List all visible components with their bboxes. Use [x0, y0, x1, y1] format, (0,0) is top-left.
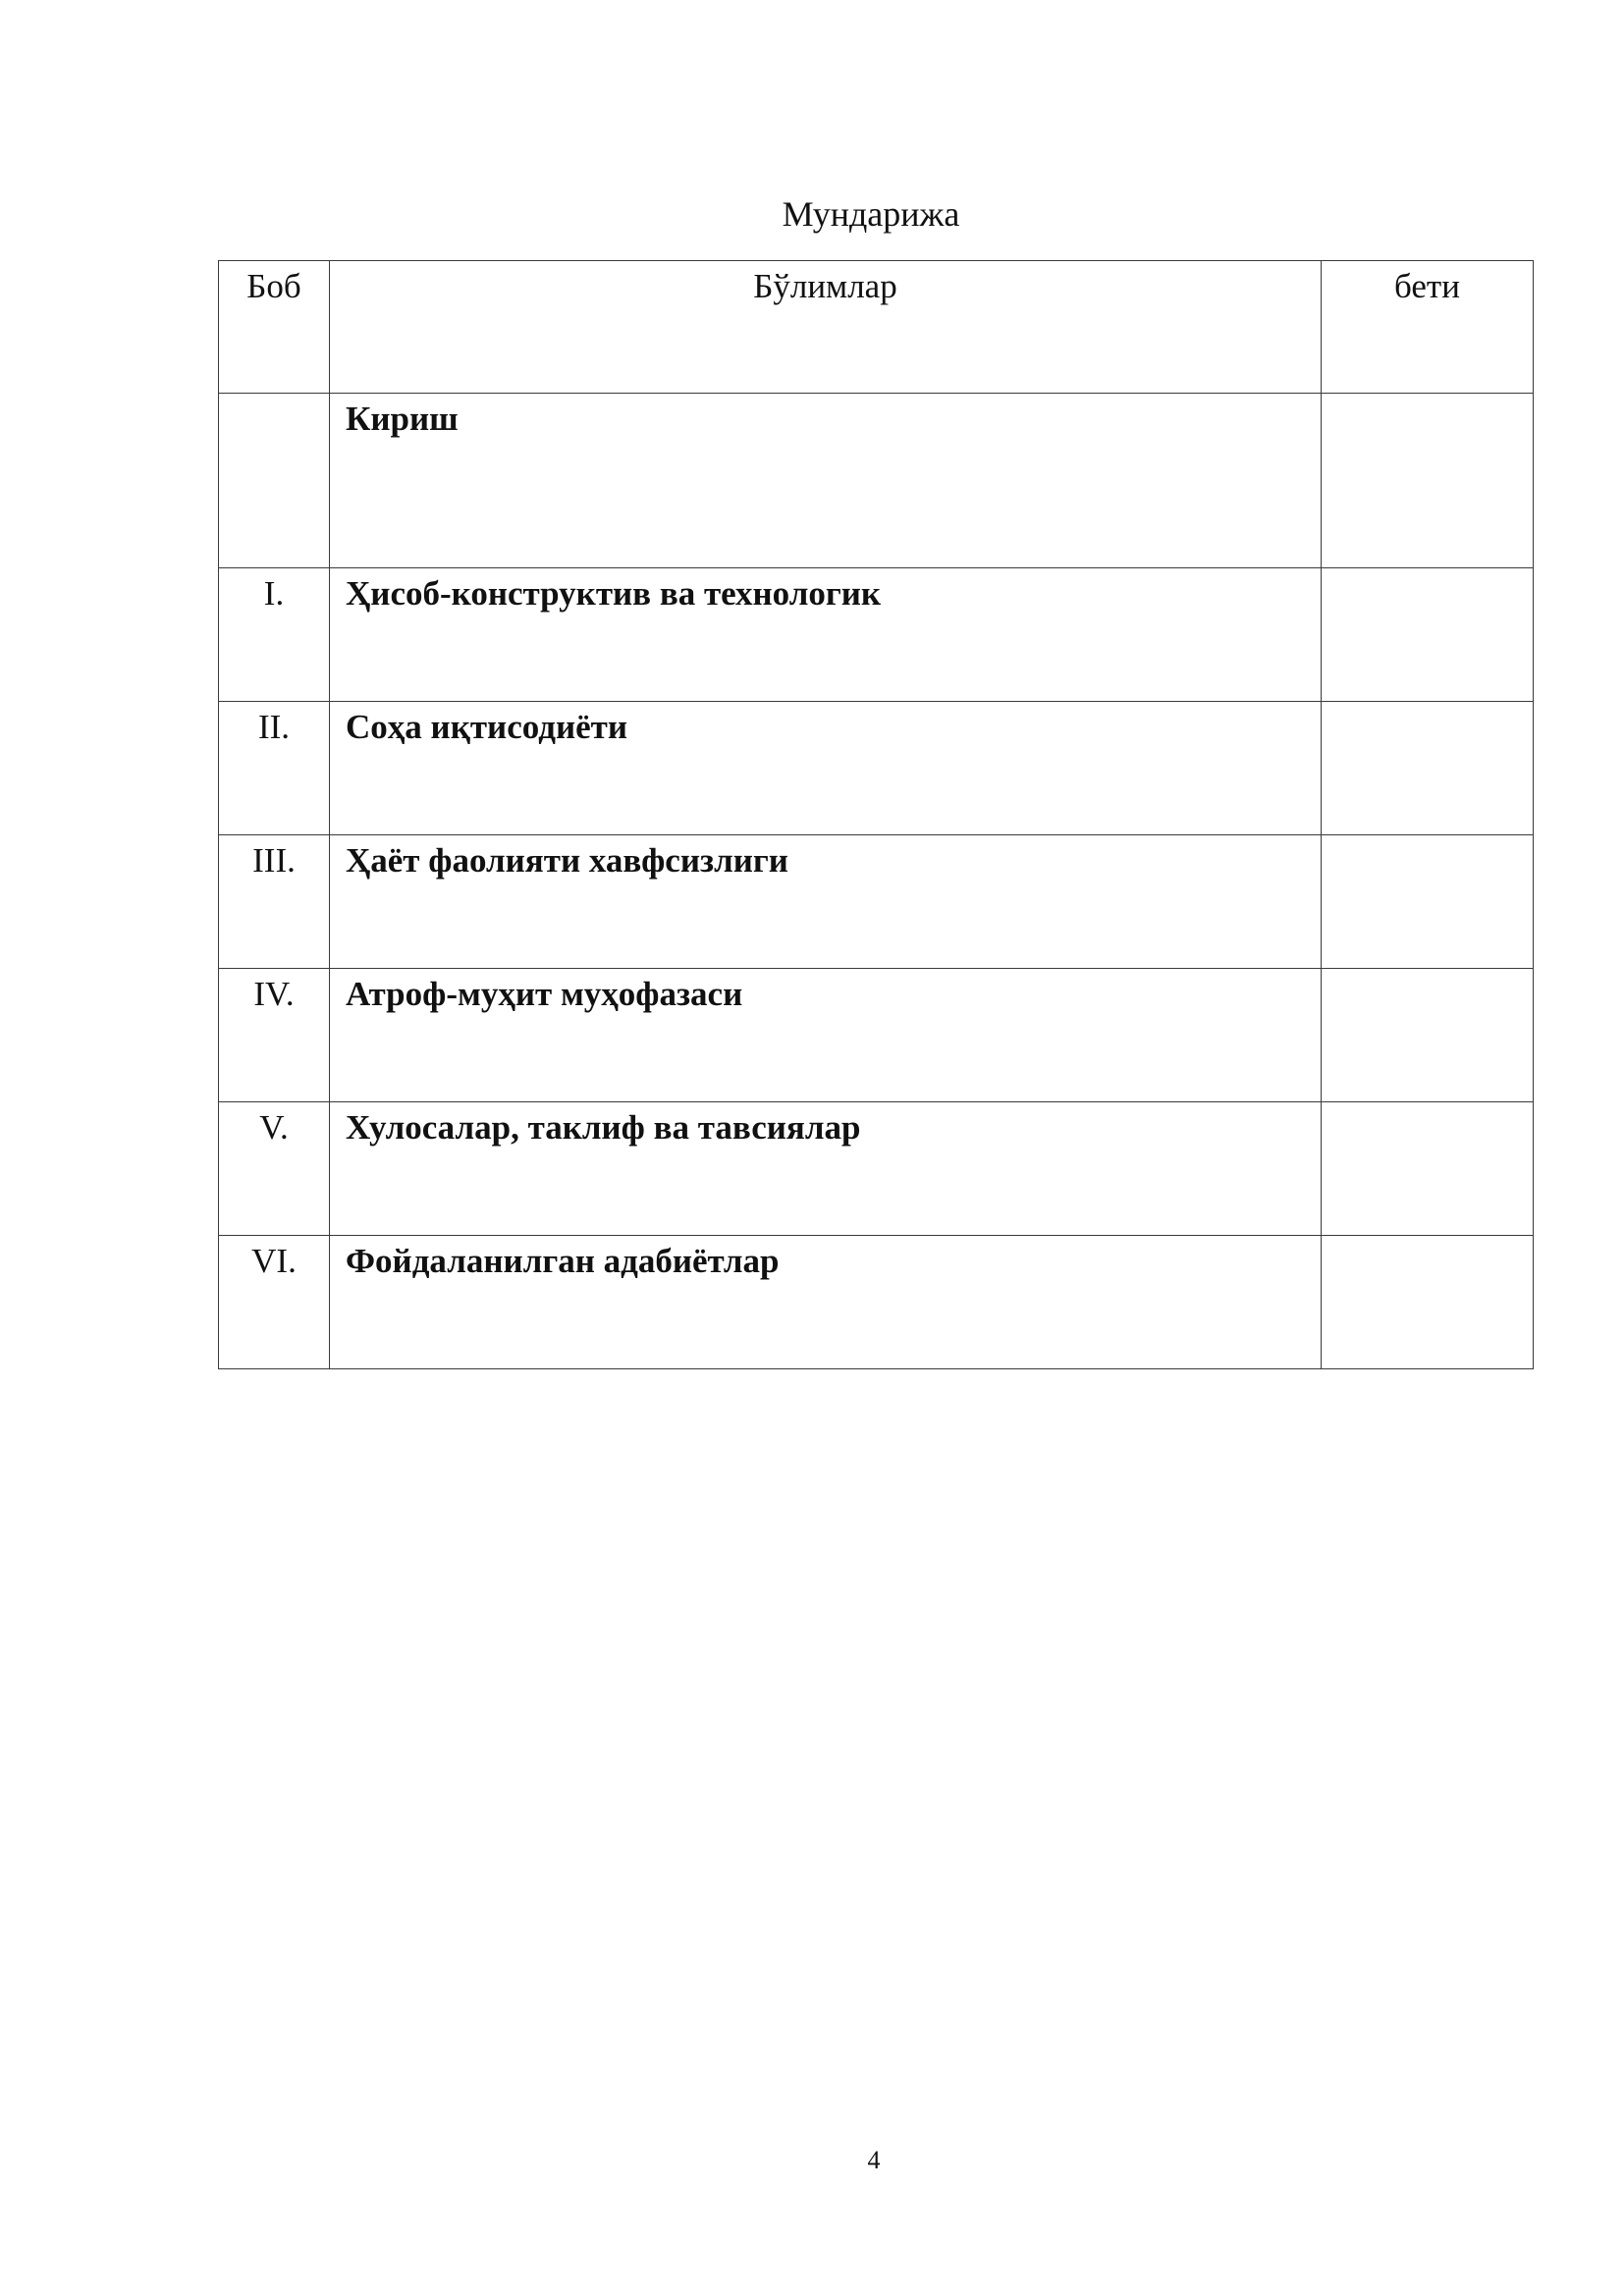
table-row	[219, 969, 1534, 1102]
row-title: Кириш	[330, 394, 1322, 568]
row-title: Хулосалар, таклиф ва тавсиялар	[330, 1102, 1322, 1236]
row-page	[1322, 1102, 1534, 1236]
table-row	[219, 1102, 1534, 1236]
header-sections: Бўлимлар	[330, 261, 1322, 394]
row-page	[1322, 568, 1534, 702]
table-row	[219, 1236, 1534, 1369]
row-page	[1322, 969, 1534, 1102]
table-header-row	[219, 261, 1534, 394]
row-number: III.	[219, 835, 330, 969]
row-title: Фойдаланилган адабиётлар	[330, 1236, 1322, 1369]
page-number: 4	[867, 2146, 881, 2174]
row-title: Соҳа иқтисодиёти	[330, 702, 1322, 835]
document-title: Мундарижа	[782, 194, 960, 234]
header-chapter: Боб	[219, 261, 330, 394]
row-number	[219, 394, 330, 568]
row-title: Атроф-муҳит муҳофазаси	[330, 969, 1322, 1102]
table-row	[219, 835, 1534, 969]
table-row	[219, 568, 1534, 702]
table-of-contents	[218, 260, 1534, 1369]
row-title: Ҳисоб-конструктив ва технологик	[330, 568, 1322, 702]
row-number: I.	[219, 568, 330, 702]
row-page	[1322, 1236, 1534, 1369]
row-page	[1322, 394, 1534, 568]
row-number: IV.	[219, 969, 330, 1102]
header-page: бети	[1322, 261, 1534, 394]
row-number: V.	[219, 1102, 330, 1236]
table-row	[219, 394, 1534, 568]
row-number: II.	[219, 702, 330, 835]
table-row	[219, 702, 1534, 835]
row-page	[1322, 702, 1534, 835]
row-title: Ҳаёт фаолияти хавфсизлиги	[330, 835, 1322, 969]
row-page	[1322, 835, 1534, 969]
row-number: VI.	[219, 1236, 330, 1369]
